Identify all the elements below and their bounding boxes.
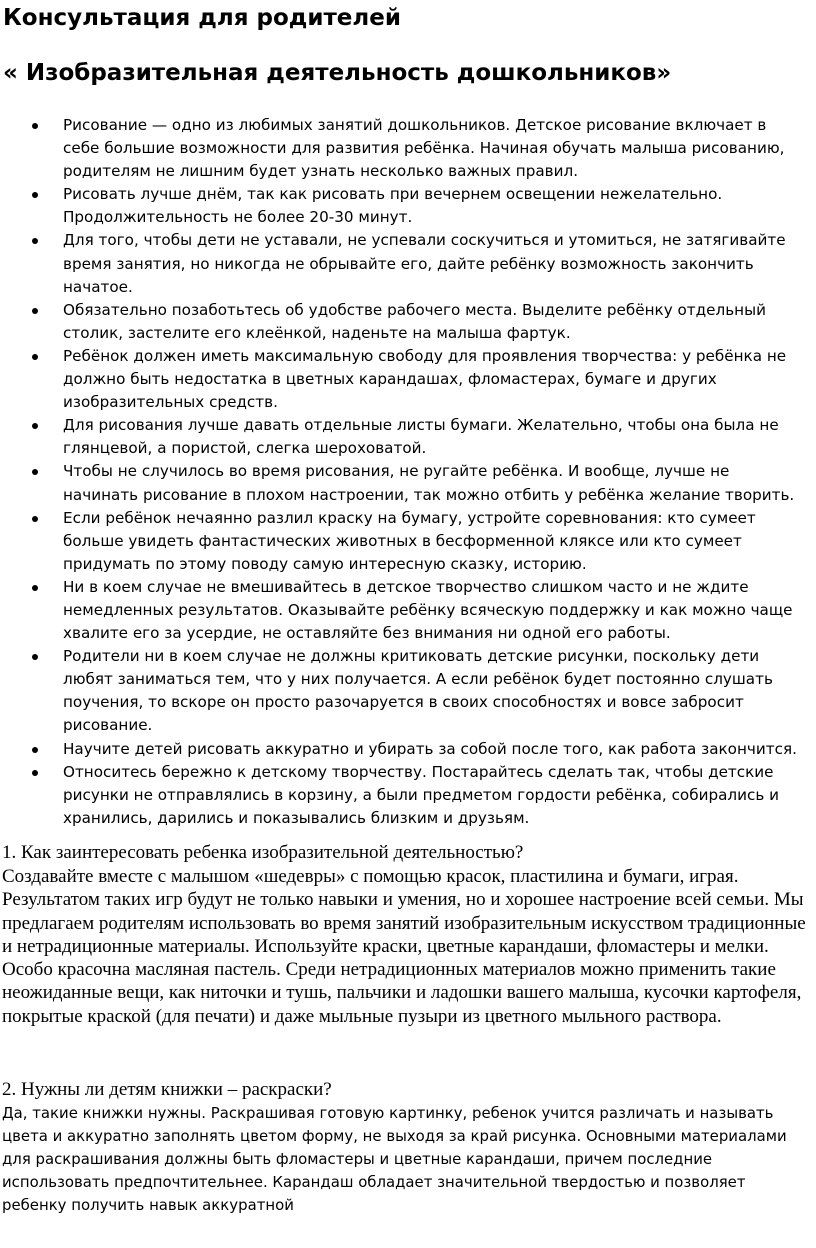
bullet-icon	[32, 585, 38, 591]
tips-list	[28, 114, 798, 830]
section-2-paragraph: Да, такие книжки нужны. Раскрашивая готовую картинку, ребенок учится различать и называть цвета и аккуратно заполнять цветом форму, не выходя за край рисунка. Основными материалами для раскрашивания должны быть фломастеры и цветные карандаши, причем последние использовать предпочтительнее. Карандаш обладает значительной твердостью и позволяет ребенку получить навык аккуратной	[2, 1104, 787, 1215]
list-item	[28, 738, 798, 761]
document-title: Консультация для родителей	[3, 5, 401, 31]
list-item	[28, 460, 798, 506]
list-item	[28, 414, 798, 460]
list-item-text: Обязательно позаботьтесь об удобстве рабочего места. Выделите ребёнку отдельный столик, застелите его клеёнкой, наденьте на малыша фартук.	[63, 300, 766, 342]
list-item-text: Чтобы не случилось во время рисования, не ругайте ребёнка. И вообще, лучше не начинать рисование в плохом настроении, так можно отбить у ребёнка желание творить.	[63, 462, 795, 504]
document-subtitle: « Изобразительная деятельность дошкольников»	[3, 60, 672, 86]
list-item	[28, 576, 798, 645]
list-item	[28, 114, 798, 183]
bullet-icon	[32, 354, 38, 360]
list-item-text: Рисовать лучше днём, так как рисовать при вечернем освещении нежелательно. Продолжительность не более 20-30 минут.	[63, 185, 723, 227]
section-2-heading: 2. Нужны ли детям книжки – раскраски?	[2, 1079, 332, 1100]
list-item	[28, 645, 798, 737]
list-item-text: Для рисования лучше давать отдельные листы бумаги. Желательно, чтобы она была не глянцевой, а пористой, слегка шероховатой.	[63, 416, 779, 458]
bullet-icon	[32, 747, 38, 753]
list-item	[28, 229, 798, 298]
bullet-icon	[32, 238, 38, 244]
bullet-icon	[32, 516, 38, 522]
list-item-text: Рисование — одно из любимых занятий дошкольников. Детское рисование включает в себе большие возможности для развития ребёнка. Начиная обучать малыша рисованию, родителям не лишним будет узнать несколько важных правил.	[63, 116, 785, 181]
bullet-icon	[32, 770, 38, 776]
list-item	[28, 299, 798, 345]
section-1-paragraph: Создавайте вместе с малышом «шедевры» с помощью красок, пластилина и бумаги, играя. Результатом таких игр будут не только навыки и умения, но и хорошее настроение всей семьи. Мы предлагаем родителям использовать во время занятий изобразительным искусством традиционные и нетрадиционные материалы. Используйте краски, цветные карандаши, фломастеры и мелки. Особо красочна масляная пастель. Среди нетрадиционных материалов можно применить такие неожиданные вещи, как ниточки и тушь, пальчики и ладошки вашего малыша, кусочки картофеля, покрытые краской (для печати) и даже мыльные пузыри из цветного мыльного раствора.	[2, 866, 806, 1027]
bullet-icon	[32, 469, 38, 475]
list-item-text: Ни в коем случае не вмешивайтесь в детское творчество слишком часто и не ждите немедленных результатов. Оказывайте ребёнку всяческую поддержку и как можно чаще хвалите его за усердие, не оставляйте без внимания ни одной его работы.	[63, 577, 793, 643]
list-item	[28, 507, 798, 576]
list-item	[28, 345, 798, 414]
list-item	[28, 183, 798, 229]
bullet-icon	[32, 423, 38, 429]
section-1-heading: 1. Как заинтересовать ребенка изобразительной деятельностью?	[2, 842, 524, 863]
list-item-text: Научите детей рисовать аккуратно и убирать за собой после того, как работа закончится.	[63, 739, 797, 758]
list-item	[28, 761, 798, 830]
bullet-icon	[32, 192, 38, 198]
list-item-text: Если ребёнок нечаянно разлил краску на бумагу, устройте соревнования: кто сумеет больше увидеть фантастических животных в бесформенной кляксе или кто сумеет придумать по этому поводу самую интересную сказку, историю.	[63, 508, 756, 573]
list-item-text: Родители ни в коем случае не должны критиковать детские рисунки, поскольку дети любят заниматься тем, что у них получается. А если ребёнок будет постоянно слушать поучения, то вскоре он просто разочаруется в своих способностях и вовсе забросит рисование.	[63, 647, 773, 735]
list-item-text: Относитесь бережно к детскому творчеству. Постарайтесь сделать так, чтобы детские рисунки не отправлялись в корзину, а были предметом гордости ребёнка, собирались и хранились, дарились и показывались близким и друзьям.	[63, 762, 779, 827]
bullet-icon	[32, 308, 38, 314]
list-item-text: Для того, чтобы дети не уставали, не успевали соскучиться и утомиться, не затягивайте время занятия, но никогда не обрывайте его, дайте ребёнку возможность закончить начатое.	[63, 231, 786, 296]
bullet-icon	[32, 654, 38, 660]
bullet-icon	[32, 123, 38, 129]
list-item-text: Ребёнок должен иметь максимальную свободу для проявления творчества: у ребёнка не должно быть недостатка в цветных карандашах, фломастерах, бумаге и других изобразительных средств.	[63, 346, 787, 412]
